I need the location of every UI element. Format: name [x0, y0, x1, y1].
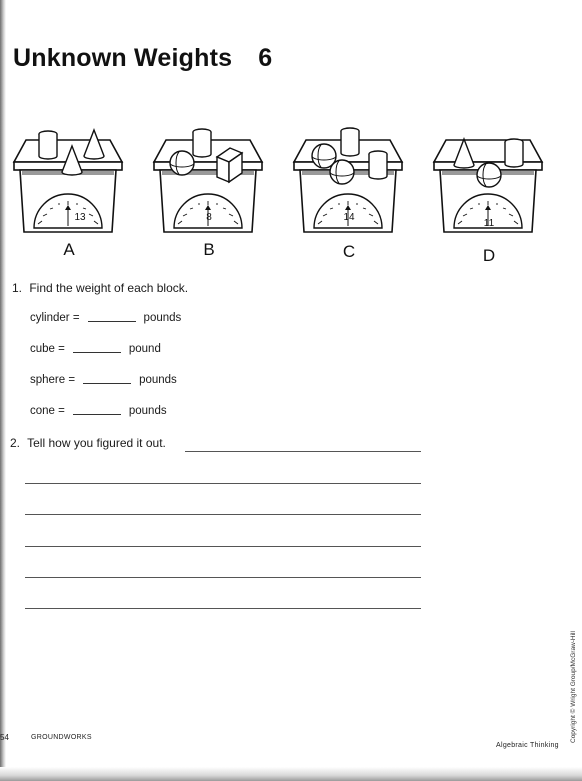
- answer-line-3[interactable]: [25, 514, 421, 515]
- cone-answer-blank[interactable]: [73, 404, 121, 415]
- page-number: 54: [0, 733, 9, 742]
- page-bottom-shadow: [0, 767, 582, 781]
- cylinder-answer-row: [30, 311, 181, 324]
- cylinder-answer-blank[interactable]: [88, 311, 136, 322]
- question-1: [12, 281, 188, 295]
- answer-line-5[interactable]: [25, 577, 421, 578]
- cube-answer-blank[interactable]: [73, 342, 121, 353]
- scale-d-reading: 11: [483, 218, 495, 229]
- cone-unit: pounds: [128, 405, 167, 417]
- question-2-text: Tell how you figured it out.: [27, 436, 166, 450]
- title-number: 6: [258, 44, 273, 72]
- scale-b-label: B: [203, 240, 215, 259]
- sphere-unit: pounds: [139, 374, 177, 386]
- cube-unit: pound: [128, 343, 161, 355]
- question-1-number: 1.: [12, 281, 23, 295]
- cone-answer-row: [30, 404, 167, 417]
- footer-topic: Algebraic Thinking: [496, 742, 559, 749]
- cylinder-label: cylinder =: [30, 312, 80, 324]
- cone-label: cone =: [30, 405, 65, 417]
- cylinder-unit: pounds: [143, 312, 182, 324]
- question-2: [10, 436, 166, 450]
- scales-illustration: [0, 120, 582, 270]
- title-text: Unknown Weights: [13, 44, 233, 72]
- page-title: [13, 44, 272, 73]
- cube-label: cube =: [30, 343, 65, 355]
- question-1-text: Find the weight of each block.: [29, 281, 189, 295]
- answer-line-6[interactable]: [25, 608, 421, 609]
- sphere-answer-blank[interactable]: [83, 373, 131, 384]
- sphere-answer-row: [30, 373, 177, 386]
- question-2-number: 2.: [10, 436, 21, 450]
- answer-line-4[interactable]: [25, 546, 421, 547]
- scale-d-label: D: [482, 246, 496, 265]
- scale-c-label: C: [342, 242, 356, 261]
- sphere-label: sphere =: [30, 374, 76, 386]
- footer-series: GROUNDWORKS: [31, 734, 92, 741]
- scale-a-label: A: [63, 240, 75, 259]
- answer-line-2[interactable]: [25, 483, 421, 484]
- answer-line-1[interactable]: [185, 451, 421, 452]
- cube-answer-row: [30, 342, 161, 355]
- scale-a-reading: 13: [74, 212, 86, 223]
- scale-c-reading: 14: [343, 212, 355, 223]
- scale-a: [14, 130, 122, 232]
- scale-b-reading: 8: [206, 212, 212, 223]
- page-edge-shadow: [0, 0, 6, 781]
- copyright-notice: Copyright © Wright Group/McGraw-Hill: [570, 631, 577, 743]
